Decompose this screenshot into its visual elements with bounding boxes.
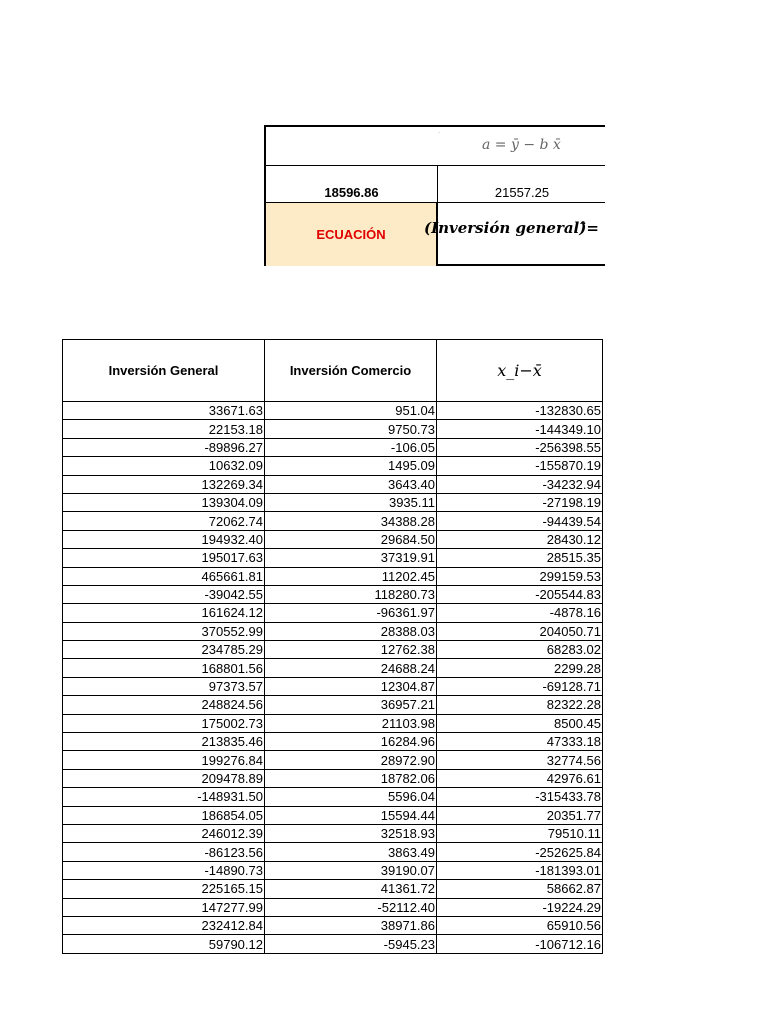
cell-inversion-general[interactable]: 147277.99 — [63, 898, 265, 916]
cell-inversion-general[interactable]: 139304.09 — [63, 493, 265, 511]
table-header-row — [63, 340, 603, 402]
equation-row — [266, 203, 605, 266]
cell-inversion-general[interactable]: 248824.56 — [63, 696, 265, 714]
cell-inversion-comercio[interactable]: 1495.09 — [265, 457, 437, 475]
cell-inversion-general[interactable]: 195017.63 — [63, 549, 265, 567]
cell-deviation[interactable]: 82322.28 — [437, 696, 603, 714]
cell-deviation[interactable]: 299159.53 — [437, 567, 603, 585]
ecuacion-label[interactable]: ECUACIÓN — [266, 203, 438, 266]
cell-inversion-comercio[interactable]: 16284.96 — [265, 733, 437, 751]
cell-inversion-comercio[interactable]: 11202.45 — [265, 567, 437, 585]
table-row — [63, 438, 603, 456]
cell-deviation[interactable]: -34232.94 — [437, 475, 603, 493]
cell-inversion-comercio[interactable]: -5945.23 — [265, 935, 437, 953]
cell-inversion-general[interactable]: 234785.29 — [63, 641, 265, 659]
table-row — [63, 916, 603, 934]
table-row — [63, 549, 603, 567]
cell-deviation[interactable]: -144349.10 — [437, 420, 603, 438]
table-row — [63, 898, 603, 916]
table-row — [63, 935, 603, 953]
cell-inversion-general[interactable]: 199276.84 — [63, 751, 265, 769]
cell-inversion-comercio[interactable]: 39190.07 — [265, 861, 437, 879]
cell-inversion-comercio[interactable]: 36957.21 — [265, 696, 437, 714]
cell-inversion-comercio[interactable]: 5596.04 — [265, 788, 437, 806]
table-row — [63, 696, 603, 714]
table-row — [63, 530, 603, 548]
cell-inversion-general[interactable]: 22153.18 — [63, 420, 265, 438]
cell-inversion-general[interactable]: 213835.46 — [63, 733, 265, 751]
table-row — [63, 585, 603, 603]
cell-deviation[interactable]: -94439.54 — [437, 512, 603, 530]
table-row — [63, 475, 603, 493]
header-inversion-general[interactable]: Inversión General — [63, 340, 265, 402]
table-row — [63, 604, 603, 622]
cell-deviation[interactable]: 58662.87 — [437, 880, 603, 898]
cell-inversion-comercio[interactable]: 15594.44 — [265, 806, 437, 824]
table-body — [63, 402, 603, 954]
cell-inversion-comercio[interactable]: 951.04 — [265, 402, 437, 420]
cell-inversion-comercio[interactable]: -52112.40 — [265, 898, 437, 916]
cell-deviation[interactable]: -315433.78 — [437, 788, 603, 806]
table-row — [63, 493, 603, 511]
cell-inversion-comercio[interactable]: 3863.49 — [265, 843, 437, 861]
summary-box — [264, 125, 605, 266]
cell-marker: · — [438, 130, 440, 136]
table-row — [63, 769, 603, 787]
table-row — [63, 659, 603, 677]
cell-inversion-comercio[interactable]: 37319.91 — [265, 549, 437, 567]
cell-inversion-general[interactable]: 465661.81 — [63, 567, 265, 585]
cell-inversion-general[interactable]: -148931.50 — [63, 788, 265, 806]
cell-deviation[interactable]: 8500.45 — [437, 714, 603, 732]
cell-inversion-comercio[interactable]: -106.05 — [265, 438, 437, 456]
cell-inversion-general[interactable]: 10632.09 — [63, 457, 265, 475]
cell-inversion-comercio[interactable]: 29684.50 — [265, 530, 437, 548]
cell-deviation[interactable]: 79510.11 — [437, 824, 603, 842]
cell-deviation[interactable]: 2299.28 — [437, 659, 603, 677]
cell-deviation[interactable]: -4878.16 — [437, 604, 603, 622]
cell-deviation[interactable]: 68283.02 — [437, 641, 603, 659]
table-row — [63, 512, 603, 530]
cell-deviation[interactable]: 28430.12 — [437, 530, 603, 548]
cell-inversion-comercio[interactable]: -96361.97 — [265, 604, 437, 622]
table-row — [63, 843, 603, 861]
value-cell-right[interactable]: 21557.25 — [494, 185, 550, 200]
table-row — [63, 861, 603, 879]
cell-deviation[interactable]: 204050.71 — [437, 622, 603, 640]
cell-inversion-comercio[interactable]: 9750.73 — [265, 420, 437, 438]
cell-inversion-general[interactable]: 59790.12 — [63, 935, 265, 953]
cell-inversion-comercio[interactable]: 12304.87 — [265, 677, 437, 695]
regression-equation: (Inversión general)̂= — [424, 219, 599, 237]
cell-inversion-comercio[interactable]: 28972.90 — [265, 751, 437, 769]
cell-inversion-comercio[interactable]: 3643.40 — [265, 475, 437, 493]
cell-inversion-comercio[interactable]: 21103.98 — [265, 714, 437, 732]
cell-deviation[interactable]: -252625.84 — [437, 843, 603, 861]
cell-inversion-general[interactable]: 194932.40 — [63, 530, 265, 548]
table-row — [63, 677, 603, 695]
table-row — [63, 714, 603, 732]
cell-inversion-general[interactable]: 132269.34 — [63, 475, 265, 493]
table-row — [63, 806, 603, 824]
cell-inversion-comercio[interactable]: 118280.73 — [265, 585, 437, 603]
cell-inversion-comercio[interactable]: 18782.06 — [265, 769, 437, 787]
cell-deviation[interactable]: -132830.65 — [437, 402, 603, 420]
header-inversion-comercio[interactable]: Inversión Comercio — [265, 340, 437, 402]
cell-deviation[interactable]: -205544.83 — [437, 585, 603, 603]
investment-table — [62, 339, 603, 954]
cell-deviation[interactable]: 47333.18 — [437, 733, 603, 751]
table-row — [63, 402, 603, 420]
table-row — [63, 622, 603, 640]
table-row — [63, 420, 603, 438]
table-row — [63, 751, 603, 769]
cell-inversion-general[interactable]: -86123.56 — [63, 843, 265, 861]
table-row — [63, 880, 603, 898]
cell-inversion-comercio[interactable]: 41361.72 — [265, 880, 437, 898]
cell-deviation[interactable]: 65910.56 — [437, 916, 603, 934]
cell-deviation[interactable]: 42976.61 — [437, 769, 603, 787]
cell-inversion-comercio[interactable]: 38971.86 — [265, 916, 437, 934]
cell-inversion-general[interactable]: 186854.05 — [63, 806, 265, 824]
cell-inversion-comercio[interactable]: 34388.28 — [265, 512, 437, 530]
cell-inversion-comercio[interactable]: 24688.24 — [265, 659, 437, 677]
cell-inversion-general[interactable]: 168801.56 — [63, 659, 265, 677]
cell-inversion-comercio[interactable]: 12762.38 — [265, 641, 437, 659]
intercept-formula: a = ȳ − b x̄ — [482, 137, 561, 153]
cell-deviation[interactable]: 20351.77 — [437, 806, 603, 824]
values-row — [266, 166, 605, 203]
cell-inversion-comercio[interactable]: 32518.93 — [265, 824, 437, 842]
cell-deviation[interactable]: -19224.29 — [437, 898, 603, 916]
formula-row — [266, 127, 605, 166]
table-row — [63, 457, 603, 475]
cell-inversion-general[interactable]: 72062.74 — [63, 512, 265, 530]
table-row — [63, 567, 603, 585]
cell-inversion-general[interactable]: 225165.15 — [63, 880, 265, 898]
cell-deviation[interactable]: 28515.35 — [437, 549, 603, 567]
cell-deviation[interactable]: -69128.71 — [437, 677, 603, 695]
cell-deviation[interactable]: -155870.19 — [437, 457, 603, 475]
header-deviation[interactable]: x_i−x̄ — [437, 340, 603, 402]
cell-inversion-general[interactable]: -14890.73 — [63, 861, 265, 879]
cell-inversion-general[interactable]: 246012.39 — [63, 824, 265, 842]
table-row — [63, 824, 603, 842]
cell-inversion-general[interactable]: 232412.84 — [63, 916, 265, 934]
cell-inversion-general[interactable]: 97373.57 — [63, 677, 265, 695]
cell-inversion-general[interactable]: 209478.89 — [63, 769, 265, 787]
cell-deviation[interactable]: -106712.16 — [437, 935, 603, 953]
cell-inversion-comercio[interactable]: 28388.03 — [265, 622, 437, 640]
table-row — [63, 733, 603, 751]
cell-inversion-comercio[interactable]: 3935.11 — [265, 493, 437, 511]
cell-inversion-general[interactable]: -89896.27 — [63, 438, 265, 456]
value-cell-left[interactable]: 18596.86 — [266, 166, 438, 202]
cell-inversion-general[interactable]: -39042.55 — [63, 585, 265, 603]
cell-deviation[interactable]: -181393.01 — [437, 861, 603, 879]
table-row — [63, 641, 603, 659]
cell-deviation[interactable]: 32774.56 — [437, 751, 603, 769]
cell-inversion-general[interactable]: 370552.99 — [63, 622, 265, 640]
cell-deviation[interactable]: -256398.55 — [437, 438, 603, 456]
cell-deviation[interactable]: -27198.19 — [437, 493, 603, 511]
cell-inversion-general[interactable]: 175002.73 — [63, 714, 265, 732]
table-row — [63, 788, 603, 806]
cell-inversion-general[interactable]: 33671.63 — [63, 402, 265, 420]
cell-inversion-general[interactable]: 161624.12 — [63, 604, 265, 622]
